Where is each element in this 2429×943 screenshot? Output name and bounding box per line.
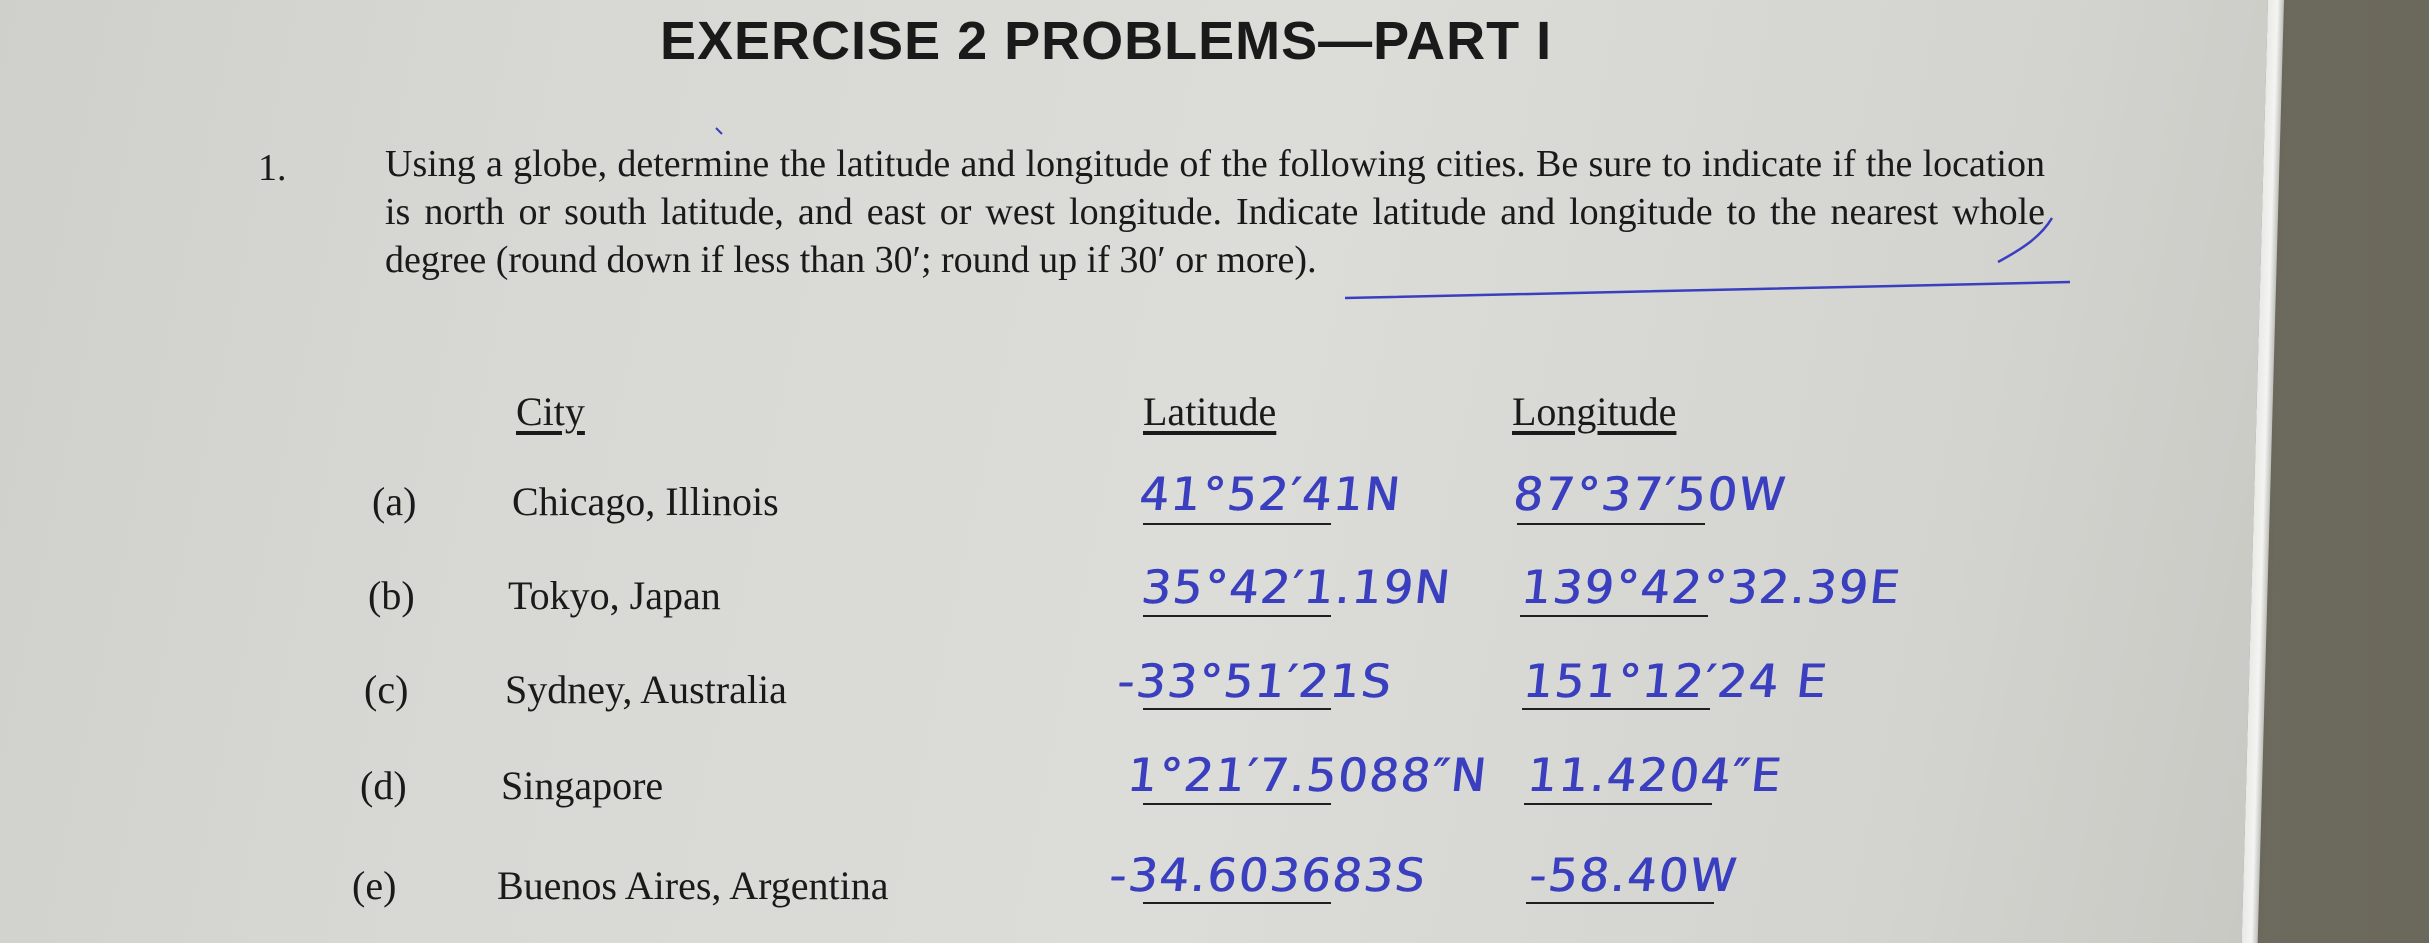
latitude-answer[interactable]: -34.603683S: [1107, 848, 1430, 902]
city-name: Chicago, Illinois: [512, 479, 779, 524]
page-title: EXERCISE 2 PROBLEMS—PART I: [660, 11, 1553, 71]
latitude-answer[interactable]: 41°52′41N: [1137, 467, 1405, 521]
longitude-blank-line: [1522, 708, 1710, 710]
city-name: Sydney, Australia: [505, 667, 787, 712]
city-name: Tokyo, Japan: [508, 573, 721, 618]
ink-stray-mark: [716, 128, 722, 134]
longitude-answer[interactable]: 151°12′24 E: [1521, 654, 1831, 708]
row-letter: (c): [364, 667, 409, 712]
column-header-longitude: Longitude: [1512, 389, 1677, 434]
column-header-latitude: Latitude: [1143, 389, 1277, 434]
city-name: Singapore: [501, 763, 664, 808]
row-letter: (d): [360, 763, 407, 808]
longitude-blank-line: [1517, 523, 1705, 525]
longitude-blank-line: [1520, 615, 1708, 617]
latitude-answer[interactable]: -33°51′21S: [1115, 654, 1396, 708]
problem-instructions: Using a globe, determine the latitude and longitude of the following cities. Be sure to indicate if the location is north or south latitude, and east or west longitude. Indicate latitude and longitude to the nearest whole degree (round down if less than 30′; round up if 30′ or more).: [385, 143, 2045, 281]
problem-number: 1.: [258, 147, 287, 189]
longitude-blank-line: [1524, 803, 1712, 805]
latitude-blank-line: [1143, 708, 1331, 710]
longitude-answer[interactable]: 11.4204″E: [1525, 748, 1786, 802]
latitude-answer[interactable]: 35°42′1.19N: [1139, 560, 1455, 614]
longitude-answer[interactable]: -58.40W: [1527, 848, 1741, 902]
longitude-blank-line: [1526, 902, 1714, 904]
row-letter: (a): [372, 479, 417, 524]
latitude-blank-line: [1143, 523, 1331, 525]
longitude-answer[interactable]: 87°37′50W: [1511, 467, 1790, 521]
latitude-blank-line: [1143, 902, 1331, 904]
row-letter: (e): [352, 863, 397, 908]
ink-underline-stroke: [1345, 282, 2070, 298]
latitude-blank-line: [1143, 615, 1331, 617]
row-letter: (b): [368, 573, 415, 618]
latitude-answer[interactable]: 1°21′7.5088″N: [1125, 748, 1491, 802]
city-name: Buenos Aires, Argentina: [497, 863, 889, 908]
latitude-blank-line: [1143, 803, 1331, 805]
column-header-city: City: [516, 389, 585, 434]
longitude-answer[interactable]: 139°42°32.39E: [1519, 560, 1904, 614]
